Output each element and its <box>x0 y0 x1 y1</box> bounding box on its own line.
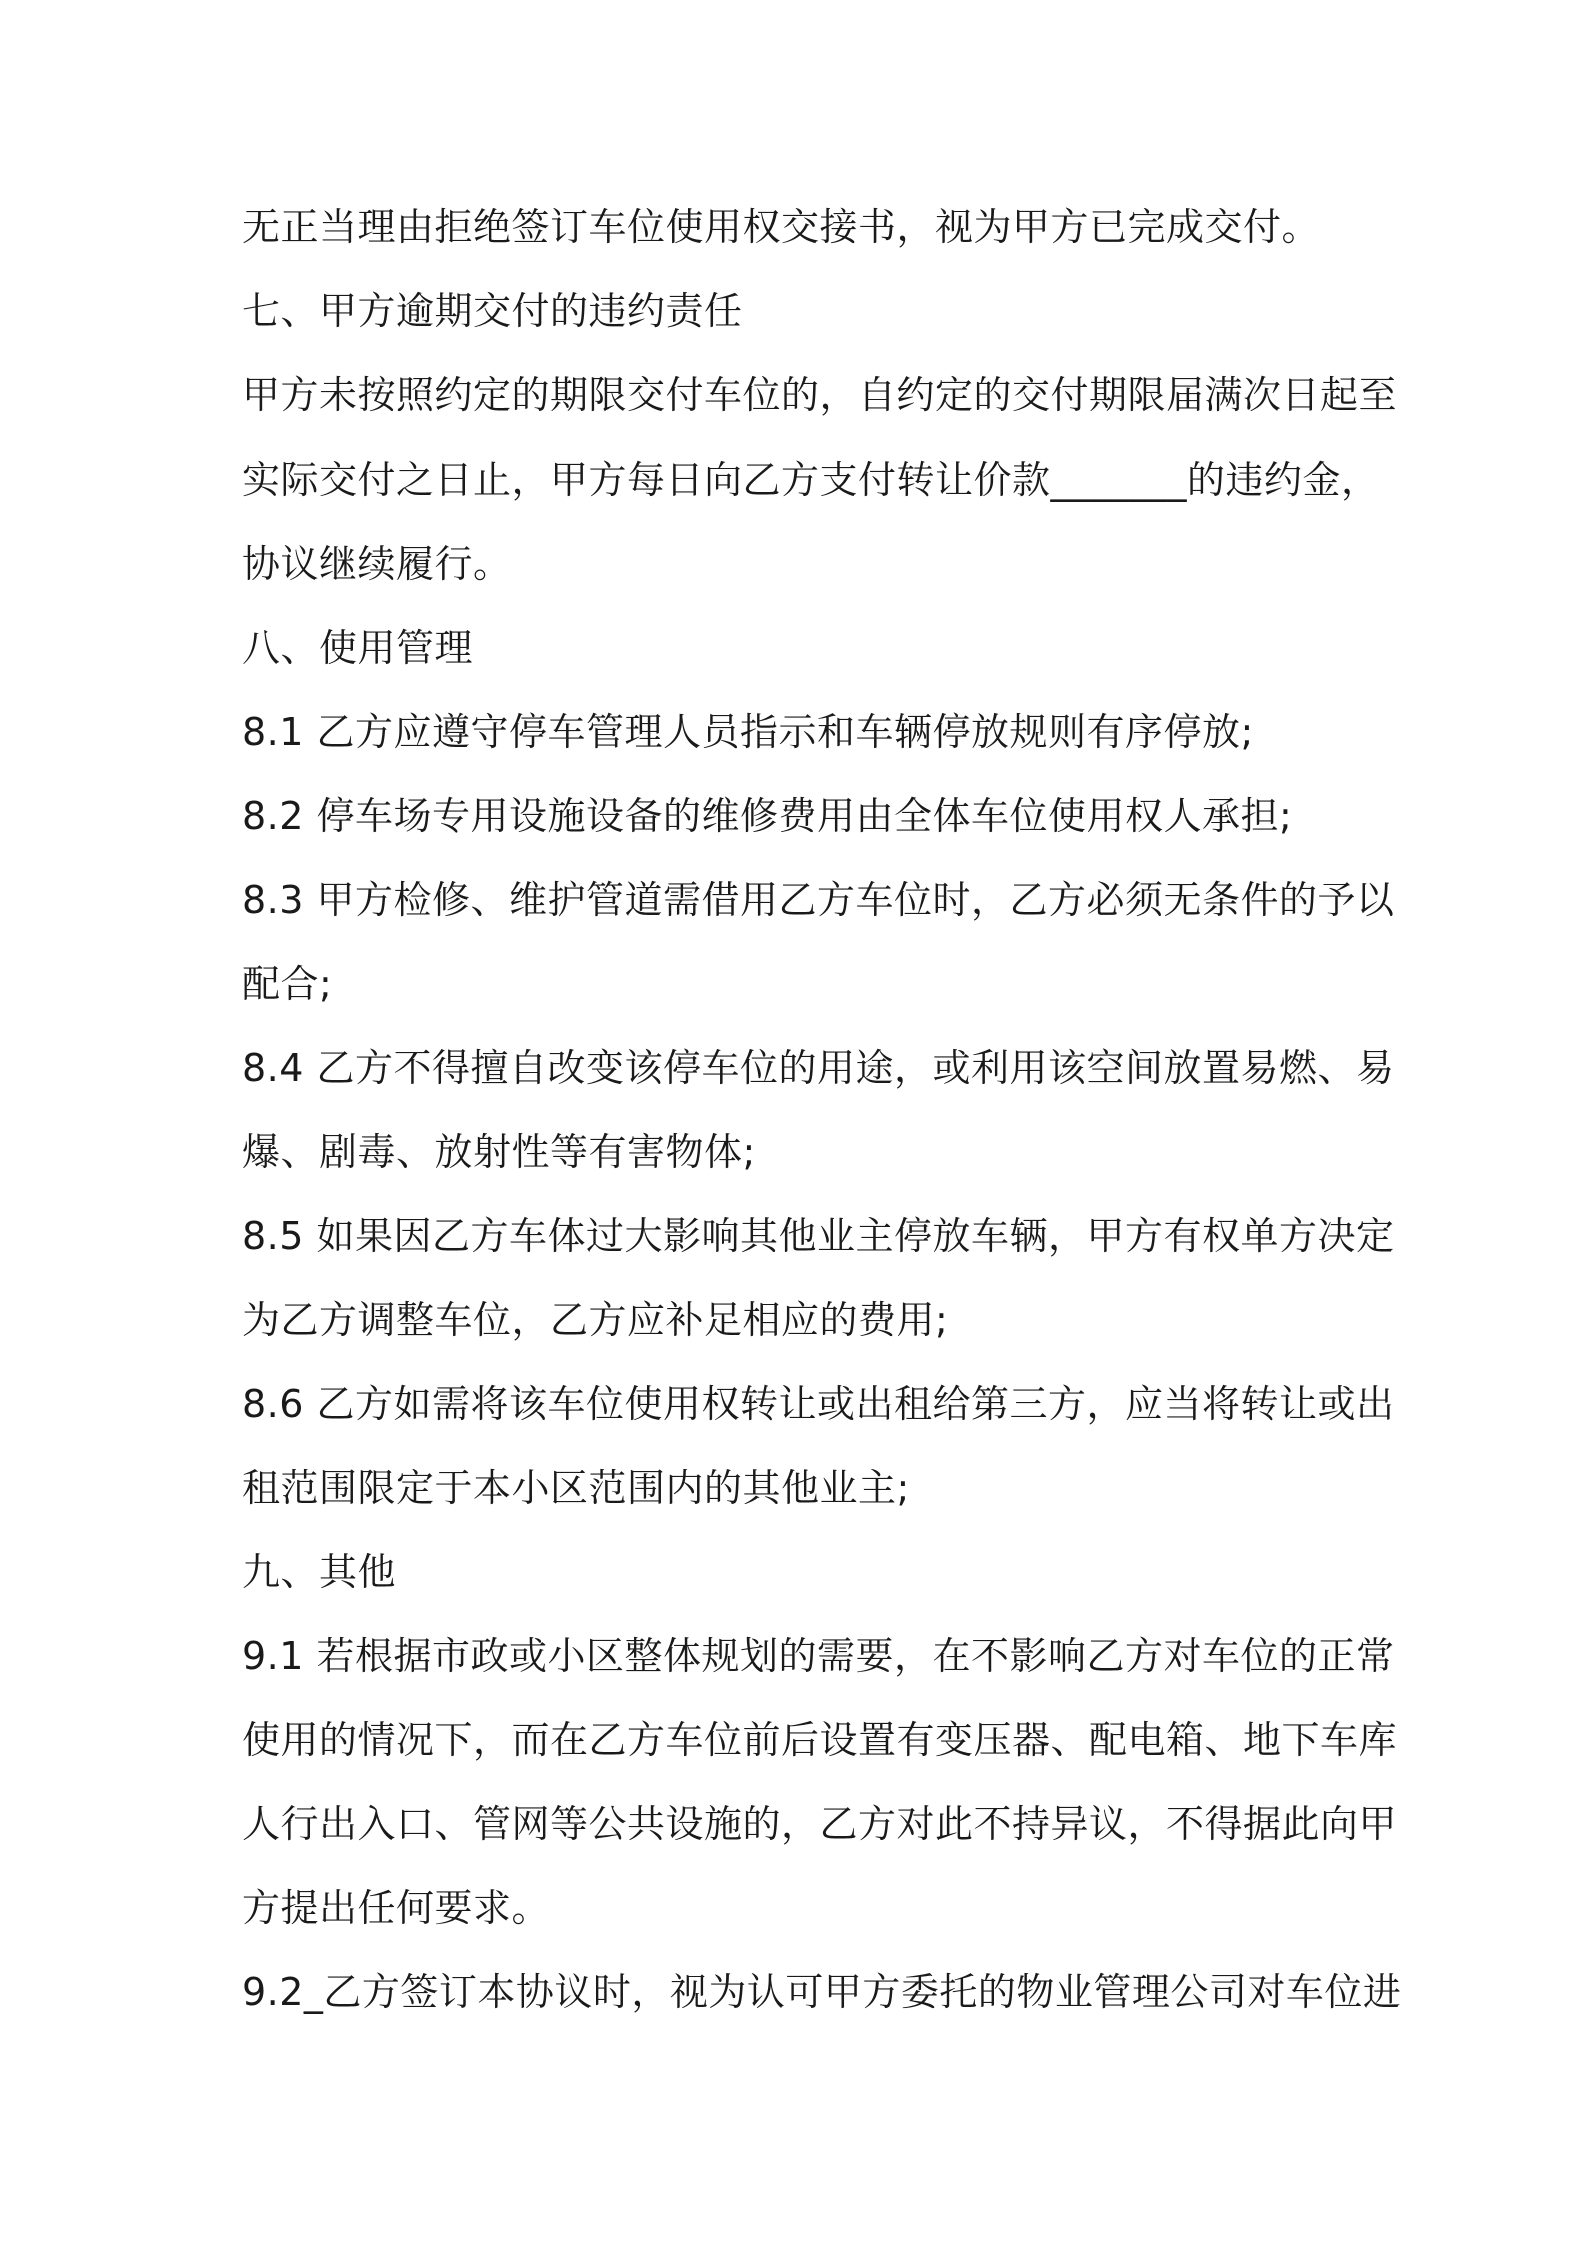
clause-8-5-line-1: 8.5 如果因乙方车体过大影响其他业主停放车辆，甲方有权单方决定 <box>242 1214 1395 1258</box>
clause-8-5-line-2: 为乙方调整车位，乙方应补足相应的费用; <box>242 1298 949 1342</box>
heading-section-8: 八、使用管理 <box>242 626 474 670</box>
text-line-delivery-completed: 无正当理由拒绝签订车位使用权交接书，视为甲方已完成交付。 <box>242 205 1321 249</box>
clause-9-2-line-1: 9.2_乙方签订本协议时，视为认可甲方委托的物业管理公司对车位进 <box>242 1970 1402 2014</box>
clause-8-3-line-1: 8.3 甲方检修、维护管道需借用乙方车位时，乙方必须无条件的予以 <box>242 878 1395 922</box>
clause-9-1-line-3: 人行出入口、管网等公共设施的，乙方对此不持异议，不得据此向甲 <box>242 1802 1398 1846</box>
heading-section-7: 七、甲方逾期交付的违约责任 <box>242 289 743 333</box>
clause-8-4-line-2: 爆、剧毒、放射性等有害物体; <box>242 1130 756 1174</box>
clause-8-1: 8.1 乙方应遵守停车管理人员指示和车辆停放规则有序停放; <box>242 710 1254 754</box>
clause-8-6-line-1: 8.6 乙方如需将该车位使用权转让或出租给第三方，应当将转让或出 <box>242 1382 1395 1426</box>
text-line-7-1: 甲方未按照约定的期限交付车位的，自约定的交付期限届满次日起至 <box>242 373 1398 417</box>
clause-9-1-line-2: 使用的情况下，而在乙方车位前后设置有变压器、配电箱、地下车库 <box>242 1718 1398 1762</box>
clause-8-6-line-2: 租范围限定于本小区范围内的其他业主; <box>242 1466 910 1510</box>
clause-8-4-line-1: 8.4 乙方不得擅自改变该停车位的用途，或利用该空间放置易燃、易 <box>242 1046 1395 1090</box>
clause-9-1-line-4: 方提出任何要求。 <box>242 1886 551 1930</box>
clause-9-1-line-1: 9.1 若根据市政或小区整体规划的需要，在不影响乙方对车位的正常 <box>242 1634 1395 1678</box>
clause-8-3-line-2: 配合; <box>242 962 333 1006</box>
text-line-7-2: 实际交付之日止，甲方每日向乙方支付转让价款_______的违约金， <box>242 458 1380 502</box>
heading-section-9: 九、其他 <box>242 1550 397 1594</box>
text-line-7-3: 协议继续履行。 <box>242 542 512 586</box>
clause-8-2: 8.2 停车场专用设施设备的维修费用由全体车位使用权人承担; <box>242 794 1293 838</box>
